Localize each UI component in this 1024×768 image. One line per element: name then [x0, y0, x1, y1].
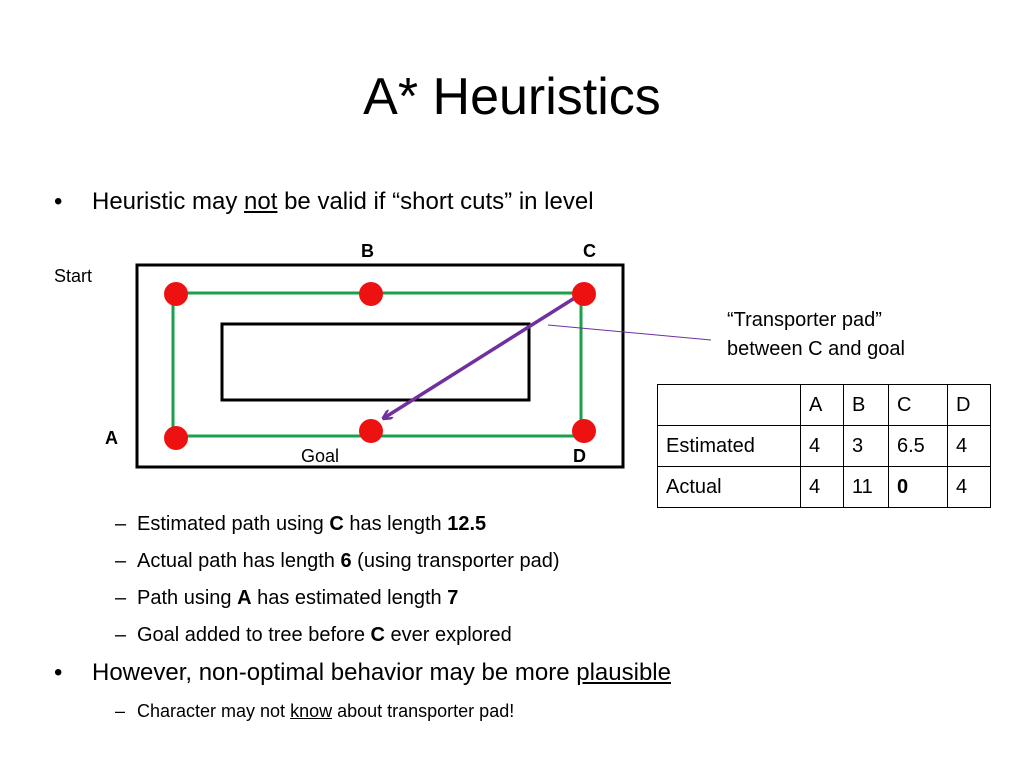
node-c-marker: [572, 282, 596, 306]
table-header-cell: B: [844, 385, 889, 426]
bullet-marker: •: [54, 659, 63, 686]
bullet-marker: •: [54, 188, 63, 215]
node-b-marker: [359, 282, 383, 306]
bullet-underlined-not: not: [244, 188, 278, 215]
label-b: B: [361, 241, 374, 261]
sub-bullet-goal-added: [115, 621, 512, 649]
table-cell: 6.5: [889, 426, 948, 467]
sub-bullet-text: (using transporter pad): [351, 550, 560, 572]
label-goal: Goal: [301, 446, 340, 466]
node-goal-marker: [359, 419, 383, 443]
sub-bullet-text: Goal added to tree before: [137, 624, 371, 646]
table-cell: 0: [889, 467, 948, 508]
sub-bullet-bold: 7: [447, 587, 459, 609]
table-cell: 11: [844, 467, 889, 508]
sub-bullet-text: Actual path has length: [137, 550, 341, 572]
table-cell: 4: [801, 426, 844, 467]
sub-bullet-bold: 12.5: [447, 513, 487, 535]
transporter-note-line1: “Transporter pad”: [727, 309, 882, 331]
bullet-text-before: Heuristic may: [92, 188, 245, 215]
sub-bullet-bold: A: [237, 587, 252, 609]
bullet-plausible: [54, 657, 671, 689]
table-cell: 4: [948, 467, 991, 508]
sub-bullet-marker: –: [115, 513, 127, 535]
sub-bullet-bold: C: [370, 624, 385, 646]
sub-bullet-actual-path: [115, 547, 560, 575]
sub-bullet-text: Estimated path using: [137, 513, 330, 535]
sub-bullet-marker: –: [115, 624, 127, 646]
sub-bullet-estimated-path: [115, 510, 487, 538]
table-cell: 3: [844, 426, 889, 467]
sub-bullet-bold: 6: [340, 550, 352, 572]
transporter-pointer-line: [548, 325, 711, 340]
transporter-note: [727, 306, 905, 364]
label-start: Start: [54, 266, 93, 286]
label-c: C: [583, 241, 596, 261]
table-header-cell: C: [889, 385, 948, 426]
sub-bullet-text: Character may not: [137, 701, 291, 721]
node-d-marker: [572, 419, 596, 443]
sub-bullet-path-a: [115, 584, 459, 612]
table-header-cell: D: [948, 385, 991, 426]
slide-title: A* Heuristics: [363, 68, 661, 126]
table-row-label: Actual: [658, 467, 801, 508]
transporter-note-line2: between C and goal: [727, 338, 905, 360]
sub-bullet-text: ever explored: [384, 624, 512, 646]
table-header-row: [658, 385, 991, 426]
sub-bullet-text: Path using: [137, 587, 238, 609]
bullet-underlined-plausible: plausible: [576, 659, 671, 686]
sub-bullet-text: has estimated length: [251, 587, 448, 609]
bullet-text-before: However, non-optimal behavior may be more: [92, 659, 577, 686]
label-a: A: [105, 428, 118, 448]
table-header-cell: A: [801, 385, 844, 426]
sub-bullet-marker: –: [115, 550, 127, 572]
node-start-marker: [164, 282, 188, 306]
table-cell: 4: [801, 467, 844, 508]
sub-bullet-character: [115, 699, 515, 723]
sub-bullet-text: has length: [343, 513, 448, 535]
bullet-text-after: be valid if “short cuts” in level: [277, 188, 594, 215]
table-row: [658, 467, 991, 508]
label-d: D: [573, 446, 586, 466]
sub-bullet-bold: C: [329, 513, 344, 535]
path-loop: [173, 293, 581, 436]
heuristic-table: [657, 384, 991, 508]
sub-bullet-marker: –: [115, 587, 127, 609]
level-inner-obstacle: [222, 324, 529, 400]
node-a-marker: [164, 426, 188, 450]
table-row-label: Estimated: [658, 426, 801, 467]
sub-bullet-text: about transporter pad!: [332, 701, 515, 721]
table-header-cell: [658, 385, 801, 426]
sub-bullet-marker: –: [115, 701, 126, 721]
table-row: [658, 426, 991, 467]
table-cell: 4: [948, 426, 991, 467]
sub-bullet-underlined-know: know: [290, 701, 333, 721]
